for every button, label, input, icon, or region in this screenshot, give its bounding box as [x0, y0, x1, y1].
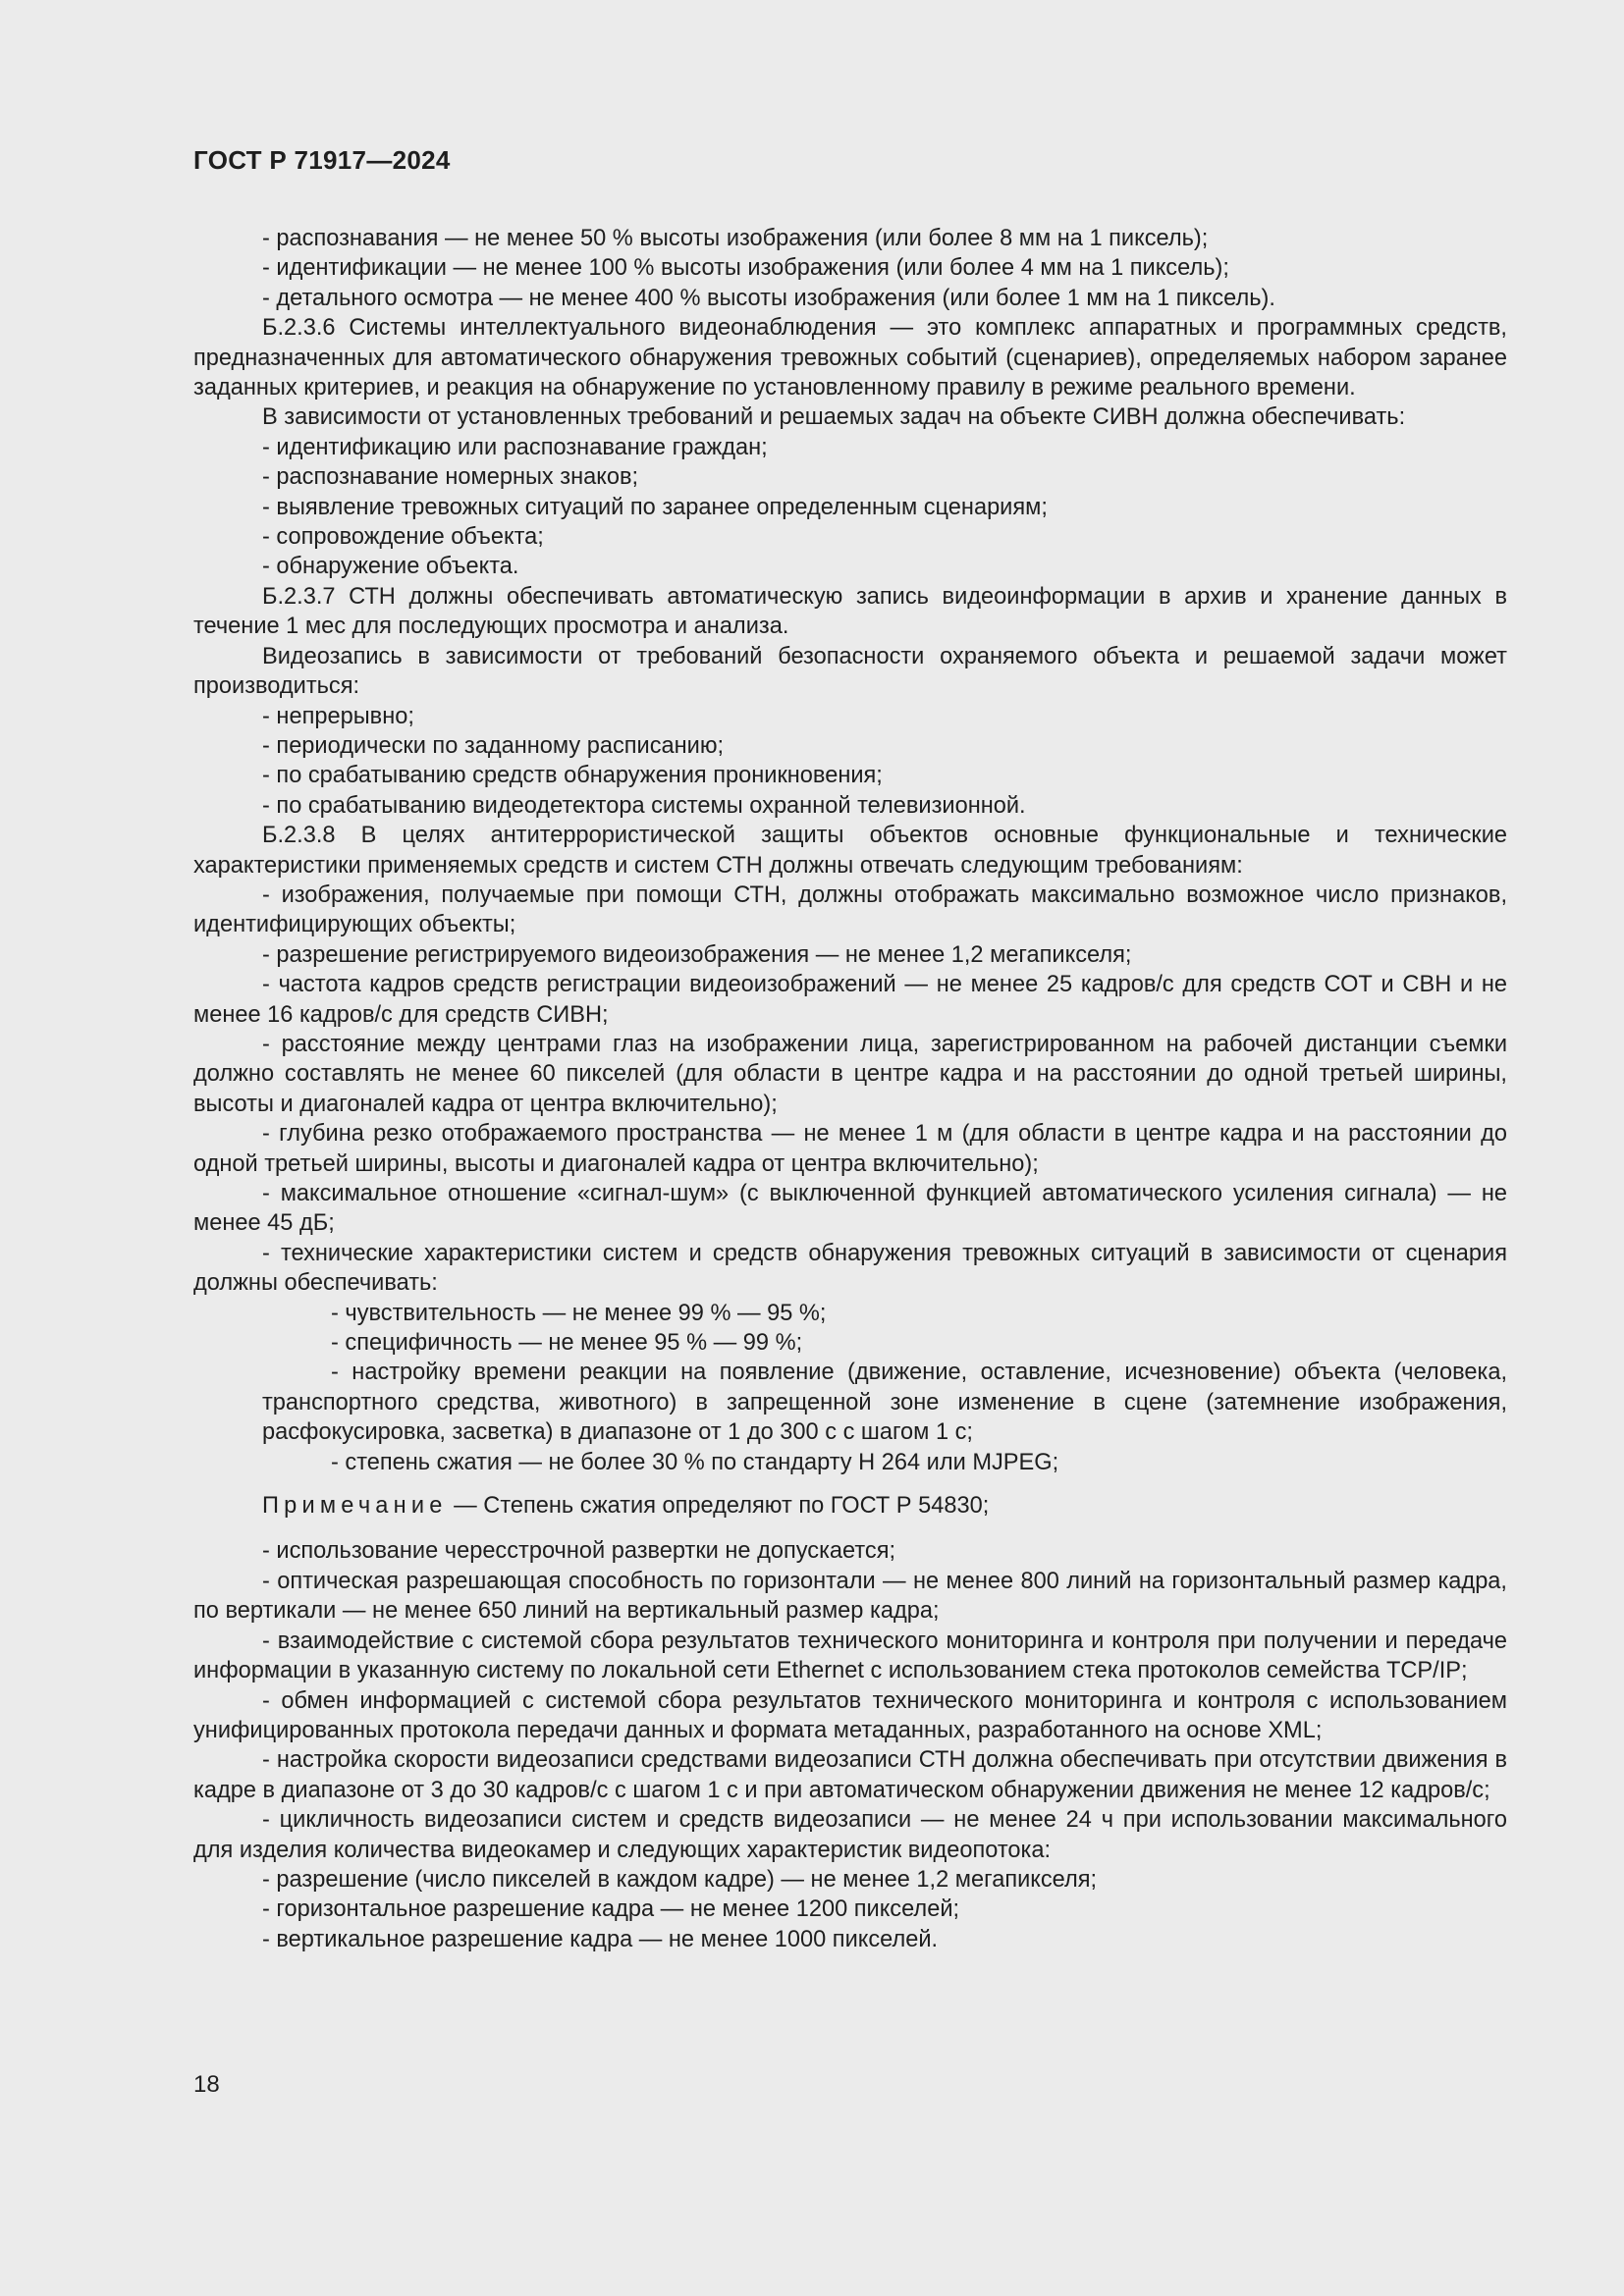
list-item: - по срабатыванию видеодетектора системы охранной телевизионной. — [262, 792, 1026, 819]
paragraph: Б.2.3.6 Системы интеллектуального видеонаблюдения — это комплекс аппаратных и программных средств, предназначенных для автоматического обнаружения тревожных событий (сценариев), определяемых набором заранее заданных критериев, и реакция на обнаружение по установленному правилу в режиме реального времени. — [193, 315, 1507, 401]
list-item: - идентификации — не менее 100 % высоты изображения (или более 4 мм на 1 пиксель); — [262, 255, 1229, 282]
sub-list-item: - чувствительность — не менее 99 % — 95 %; — [331, 1300, 827, 1326]
list-item: - обнаружение объекта. — [262, 554, 519, 580]
list-item: - настройка скорости видеозаписи средствами видеозаписи СТН должна обеспечивать при отсутствии движения в кадре в диапазоне от 3 до 30 кадров/с с шагом 1 с и при автоматическом обнаружении движения не менее 12 кадров/с; — [193, 1747, 1507, 1803]
sub-list-item: - степень сжатия — не более 30 % по стандарту H 264 или MJPEG; — [331, 1449, 1059, 1475]
page-number: 18 — [193, 2071, 220, 2098]
list-item: - глубина резко отображаемого пространства — не менее 1 м (для области в центре кадра и на расстоянии до одной третьей ширины, высоты и диагоналей кадра от центра включительно); — [193, 1121, 1507, 1177]
document-header: ГОСТ Р 71917—2024 — [193, 145, 451, 175]
note-dash: — — [454, 1493, 477, 1520]
list-item: - детального осмотра — не менее 400 % высоты изображения (или более 1 мм на 1 пиксель). — [262, 285, 1275, 311]
list-item: - цикличность видеозаписи систем и средств видеозаписи — не менее 24 ч при использовании максимального для изделия количества видеокамер и следующих характеристик видеопотока: — [193, 1807, 1507, 1863]
sub-list-item: - специфичность — не менее 95 % — 99 %; — [331, 1330, 803, 1357]
list-item: - расстояние между центрами глаз на изображении лица, зарегистрированном на рабочей дистанции съемки должно составлять не менее 60 пикселей (для области в центре кадра и на расстоянии до одной третьей ширины, высоты и диагоналей кадра от центра включительно); — [193, 1031, 1507, 1117]
list-item: - разрешение регистрируемого видеоизображения — не менее 1,2 мегапикселя; — [262, 941, 1132, 968]
list-item: - обмен информацией с системой сбора результатов технического мониторинга и контроля с использованием унифицированных протокола передачи данных и формата метаданных, разработанного на основе XML; — [193, 1687, 1507, 1743]
list-item: - горизонтальное разрешение кадра — не менее 1200 пикселей; — [262, 1896, 960, 1923]
paragraph: Видеозапись в зависимости от требований безопасности охраняемого объекта и решаемой задачи может производиться: — [193, 643, 1507, 700]
list-item: - частота кадров средств регистрации видеоизображений — не менее 25 кадров/с для средств СОТ и СВН и не менее 16 кадров/с для средств СИВН; — [193, 972, 1507, 1028]
sub-list-item: - настройку времени реакции на появление (движение, оставление, исчезновение) объекта (человека, транспортного средства, животного) в запрещенной зоне изменение в сцене (затемнение изображения, расфокусировка, засветка) в диапазоне от 1 до 300 с с шагом 1 с; — [262, 1360, 1507, 1446]
note-text: Степень сжатия определяют по ГОСТ Р 54830; — [483, 1493, 990, 1520]
paragraph: В зависимости от установленных требований и решаемых задач на объекте СИВН должна обеспечивать: — [262, 404, 1406, 431]
list-item: - использование чересстрочной развертки не допускается; — [262, 1538, 896, 1565]
list-item: - идентификацию или распознавание граждан; — [262, 434, 768, 460]
list-item: - распознавание номерных знаков; — [262, 464, 639, 491]
list-item: - периодически по заданному расписанию; — [262, 732, 725, 759]
paragraph: Б.2.3.8 В целях антитеррористической защиты объектов основные функциональные и технические характеристики применяемых средств и систем СТН должны отвечать следующим требованиям: — [193, 823, 1507, 879]
list-item: - выявление тревожных ситуаций по заранее определенным сценариям; — [262, 494, 1048, 520]
list-item: - разрешение (число пикселей в каждом кадре) — не менее 1,2 мегапикселя; — [262, 1866, 1098, 1893]
list-item: - оптическая разрешающая способность по горизонтали — не менее 800 линий на горизонтальный размер кадра, по вертикали — не менее 650 линий на вертикальный размер кадра; — [193, 1568, 1507, 1625]
list-item: - взаимодействие с системой сбора результатов технического мониторинга и контроля при получении и передаче информации в указанную систему по локальной сети Ethernet с использованием стека протоколов семейства TCP/IP; — [193, 1628, 1507, 1684]
document-body — [193, 224, 1507, 1954]
list-item: - изображения, получаемые при помощи СТН, должны отображать максимально возможное число признаков, идентифицирующих объекты; — [193, 881, 1507, 938]
list-item: - технические характеристики систем и средств обнаружения тревожных ситуаций в зависимости от сценария должны обеспечивать: — [193, 1240, 1507, 1297]
paragraph: Б.2.3.7 СТН должны обеспечивать автоматическую запись видеоинформации в архив и хранение данных в течение 1 мес для последующих просмотра и анализа. — [193, 583, 1507, 640]
note — [193, 1491, 1507, 1521]
list-item: - сопровождение объекта; — [262, 524, 544, 551]
list-item: - распознавания — не менее 50 % высоты изображения (или более 8 мм на 1 пиксель); — [262, 226, 1209, 251]
list-item: - непрерывно; — [262, 703, 414, 729]
list-item: - вертикальное разрешение кадра — не менее 1000 пикселей. — [262, 1926, 939, 1952]
list-item: - по срабатыванию средств обнаружения проникновения; — [262, 763, 883, 789]
note-heading: Примечание — [262, 1493, 448, 1520]
list-item: - максимальное отношение «сигнал-шум» (с выключенной функцией автоматического усиления сигнала) — не менее 45 дБ; — [193, 1181, 1507, 1237]
